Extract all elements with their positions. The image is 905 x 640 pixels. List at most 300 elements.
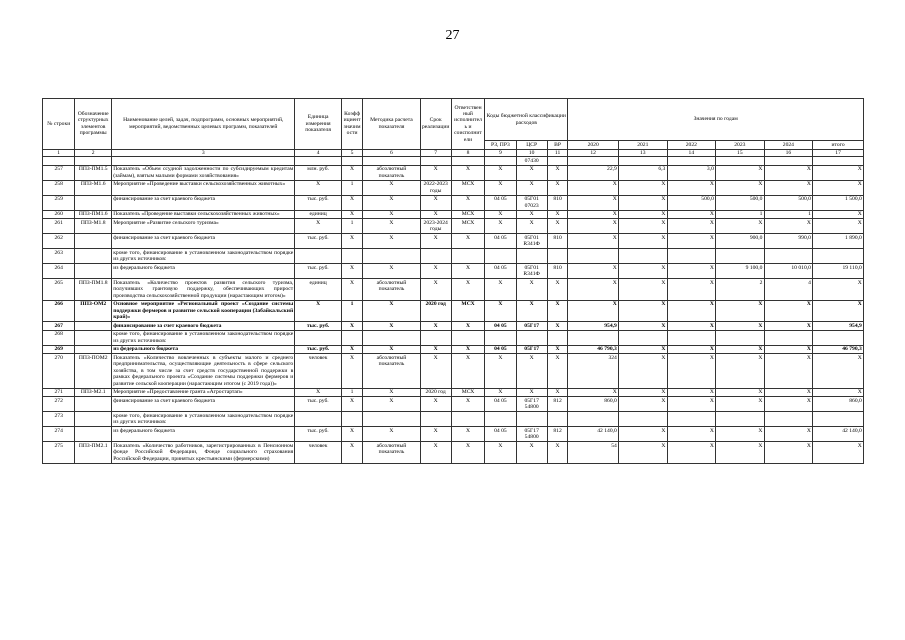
cell-name: финансирование за счет краевого бюджета [112,195,295,210]
cell-2023 [716,330,765,345]
cell-2021 [619,330,668,345]
cell-designation [75,249,112,264]
cell-vr: 810 [547,195,568,210]
cell-2021: X [619,264,668,279]
cell-designation: ППЗ-ПМ1.5 [75,165,112,180]
cell-2021: X [619,397,668,412]
cell-name: Показатель «Количество работников, зарегистрированных в Пенсионном фонде Российской Федерации, Фонде социального страхования Российской Федерации, принятых крестьянскими (фермерскими) [113,442,294,462]
cell-csr: X [516,442,547,463]
cell-coef [341,412,363,427]
cell-executor [451,412,484,427]
cell-total [813,412,864,427]
cell-2020: 860,0 [568,397,619,412]
cell-executor: X [451,345,484,354]
cell-name: из федерального бюджета [112,427,295,442]
cell-2022: X [667,354,716,388]
cell-2024: X [764,427,813,442]
cell-2022: X [667,322,716,331]
cell-2024: X [764,388,813,397]
cell-coef: X [341,345,363,354]
cell-coef: X [341,442,363,463]
cell-rz-pr [485,412,516,427]
cell-method: абсолютный показатель [363,442,420,463]
cell-2022: X [667,442,716,463]
header-coef: Коэффициент значимости [341,99,363,150]
cell-unit: единиц [295,279,341,300]
cell-2024: X [764,219,813,234]
cell-unit: X [295,219,341,234]
cell-vr: X [547,165,568,180]
cell-term: X [420,210,451,219]
cell-unit: единиц [295,210,341,219]
cell-2024: 10 010,0 [764,264,813,279]
column-number: 5 [341,149,363,156]
column-number: 8 [451,149,484,156]
cell-designation: ППЗ-М1.8 [75,219,112,234]
cell-term [420,157,451,166]
cell-csr: 05Г01 R341Ф [516,234,547,249]
cell-name: финансирование за счет краевого бюджета [112,322,295,331]
cell-vr: X [547,279,568,300]
cell-2020: 324 [568,354,619,388]
column-number: 1 [43,149,75,156]
table-row [43,388,864,397]
cell-method: X [363,210,420,219]
cell-total: 1 890,0 [813,234,864,249]
cell-2020: X [568,234,619,249]
cell-designation: ППЗ-ОМ2 [75,300,112,321]
header-term: Срок реализации [420,99,451,150]
cell-term: X [420,322,451,331]
cell-vr: X [547,354,568,388]
cell-coef: 1 [341,219,363,234]
cell-executor: МСХ [451,210,484,219]
cell-coef: X [341,354,363,388]
cell-rz-pr: 04 05 [485,397,516,412]
cell-method: абсолютный показатель [363,354,420,388]
cell-2023: 1 [716,210,765,219]
cell-executor: X [451,234,484,249]
cell-csr: X [516,210,547,219]
column-number: 11 [547,149,568,156]
cell-name: финансирование за счет краевого бюджета [112,234,295,249]
cell-2022: X [667,210,716,219]
cell-2022: X [667,300,716,321]
cell-csr: X [516,165,547,180]
cell-vr [547,249,568,264]
cell-2021: X [619,354,668,388]
cell-method: X [363,322,420,331]
cell-row-no: 258 [43,180,75,195]
cell-2023 [716,412,765,427]
cell-designation: ППЗ-ПОМ2 [75,354,112,388]
cell-2022 [667,249,716,264]
cell-2020: 42 140,0 [568,427,619,442]
cell-total: 1 500,0 [813,195,864,210]
cell-2022: X [667,264,716,279]
cell-method: X [363,180,420,195]
table-row [43,322,864,331]
cell-2021: X [619,234,668,249]
cell-rz-pr: X [485,210,516,219]
cell-vr: X [547,345,568,354]
cell-row-no: 271 [43,388,75,397]
cell-coef: X [341,234,363,249]
cell-method: X [363,264,420,279]
cell-2023: X [716,397,765,412]
cell-name: кроме того, финансирование в установленном законодательством порядке из других источников: [113,249,294,263]
cell-2023: X [716,165,765,180]
table-row [43,279,864,300]
column-number-row [43,149,864,156]
cell-unit: человек [295,354,341,388]
cell-2024 [764,249,813,264]
cell-designation [75,330,112,345]
cell-method: абсолютный показатель [363,165,420,180]
cell-unit: X [295,180,341,195]
cell-2020: X [568,264,619,279]
cell-2021 [619,157,668,166]
cell-csr: X [516,354,547,388]
cell-name: Показатель «Количество проектов развития сельского туризма, получивших грантовую поддержку, обеспечивающих прирост производства сельскохозяйственной продукции (нарастающим итогом)» [113,279,294,299]
cell-executor: МСХ [451,180,484,195]
cell-method [363,249,420,264]
column-number: 16 [764,149,813,156]
cell-term: X [420,165,451,180]
cell-rz-pr: X [485,388,516,397]
program-table [42,98,864,464]
cell-2021: X [619,388,668,397]
cell-2021: X [619,180,668,195]
cell-total [813,330,864,345]
cell-2021: X [619,279,668,300]
cell-unit: тыс. руб. [295,427,341,442]
cell-unit: человек [295,442,341,463]
cell-row-no: 270 [43,354,75,388]
cell-2022 [667,412,716,427]
cell-2024: X [764,397,813,412]
cell-csr: X [516,388,547,397]
cell-name: Показатель «Проведение выставки сельскохозяйственных животных» [112,210,295,219]
cell-2020 [568,330,619,345]
cell-unit: тыс. руб. [295,234,341,249]
cell-csr: X [516,300,547,321]
cell-coef: X [341,264,363,279]
column-number: 13 [619,149,668,156]
cell-name: кроме того, финансирование в установленном законодательством порядке из других источников: [113,331,294,344]
table-row [43,157,864,166]
cell-row-no: 261 [43,219,75,234]
cell-2022: X [667,234,716,249]
cell-2024 [764,330,813,345]
cell-csr: 05Г17 [516,322,547,331]
column-number: 15 [716,149,765,156]
cell-unit: X [295,300,341,321]
cell-2023: X [716,180,765,195]
cell-csr: X [516,219,547,234]
cell-2020: 954,9 [568,322,619,331]
cell-unit: млн. руб. [295,165,341,180]
cell-csr: 05Г17 54800 [516,397,547,412]
cell-executor: X [451,442,484,463]
cell-designation [75,322,112,331]
table-row [43,180,864,195]
cell-executor [451,157,484,166]
cell-2022: 500,0 [667,195,716,210]
cell-2020: X [568,195,619,210]
cell-2023 [716,249,765,264]
cell-2021 [619,412,668,427]
cell-row-no: 275 [43,442,75,463]
cell-total: X [813,210,864,219]
header-row-1 [43,99,864,141]
cell-executor [451,330,484,345]
cell-2023: 9 100,0 [716,264,765,279]
header-designation: Обозначение структурных элементов программы [75,99,112,150]
cell-total: X [813,442,864,463]
cell-rz-pr: 04 05 [485,195,516,210]
cell-vr: X [547,210,568,219]
cell-executor: X [451,322,484,331]
cell-designation: ППЗ-ПМ1.6 [75,210,112,219]
cell-vr: X [547,300,568,321]
cell-method: X [363,345,420,354]
cell-unit [295,330,341,345]
cell-2023: X [716,354,765,388]
cell-2020: 22,9 [568,165,619,180]
cell-row-no: 274 [43,427,75,442]
cell-term: X [420,442,451,463]
cell-method: X [363,388,420,397]
cell-name: финансирование за счет краевого бюджета [112,397,295,412]
cell-2020 [568,157,619,166]
cell-row-no: 268 [43,330,75,345]
cell-2024: X [764,322,813,331]
cell-unit [295,412,341,427]
cell-executor: X [451,397,484,412]
header-total: итого [813,141,864,150]
cell-csr: 05Г01 R341Ф [516,264,547,279]
cell-2022: X [667,219,716,234]
cell-method [363,157,420,166]
cell-executor: МСХ [451,388,484,397]
cell-coef [341,249,363,264]
cell-unit: тыс. руб. [295,195,341,210]
cell-2020 [568,412,619,427]
cell-row-no: 264 [43,264,75,279]
cell-name: Показатель «Количество вовлеченных в субъекты малого и среднего предпринимательства, осуществляющие деятельность в сфере сельского хозяйства, в том числе за счет средств государственной поддержки в рамках федерального проекта «Создание системы поддержки фермеров и развитие сельской кооперации (нарастающим итогом (с 2019 года))» [113,354,294,387]
cell-2020 [568,249,619,264]
cell-rz-pr [485,330,516,345]
cell-2024: X [764,165,813,180]
cell-rz-pr: X [485,180,516,195]
table-row [43,427,864,442]
cell-vr: 810 [547,264,568,279]
cell-name: Основное мероприятие «Региональный проект «Создание системы поддержки фермеров и развитие сельской кооперации (Забайкальский край)» [113,301,294,321]
cell-csr: X [516,279,547,300]
cell-coef: X [341,427,363,442]
column-number: 17 [813,149,864,156]
header-year: 2021 [619,141,668,150]
header-executor: Ответственный исполнитель и соисполнители [451,99,484,150]
column-number: 12 [568,149,619,156]
cell-designation [75,427,112,442]
cell-2024: 1 [764,210,813,219]
cell-coef: 1 [341,300,363,321]
cell-designation [75,397,112,412]
table-row [43,210,864,219]
cell-executor: X [451,195,484,210]
cell-row-no: 263 [43,249,75,264]
cell-method: X [363,300,420,321]
cell-designation [75,234,112,249]
cell-2020: 54 [568,442,619,463]
cell-coef: X [341,195,363,210]
column-number: 7 [420,149,451,156]
cell-rz-pr: 04 05 [485,427,516,442]
cell-2024 [764,412,813,427]
cell-vr [547,330,568,345]
cell-coef [341,330,363,345]
header-year: 2022 [667,141,716,150]
cell-unit [295,157,341,166]
cell-rz-pr [485,157,516,166]
cell-coef [341,157,363,166]
cell-term: X [420,427,451,442]
cell-csr [516,412,547,427]
cell-2023: X [716,219,765,234]
cell-total: 19 110,0 [813,264,864,279]
cell-name: Мероприятие «Развитие сельского туризма» [112,219,295,234]
cell-2023: 900,0 [716,234,765,249]
cell-term: 2020 год [420,388,451,397]
cell-executor: X [451,354,484,388]
cell-coef: X [341,279,363,300]
cell-2020: X [568,388,619,397]
header-year: 2023 [716,141,765,150]
column-number: 3 [112,149,295,156]
cell-2020: 46 790,3 [568,345,619,354]
cell-unit: X [295,388,341,397]
cell-total: X [813,180,864,195]
column-number: 4 [295,149,341,156]
cell-method: X [363,427,420,442]
cell-coef: 1 [341,388,363,397]
cell-2024: X [764,442,813,463]
cell-method [363,412,420,427]
cell-designation [75,412,112,427]
cell-designation [75,345,112,354]
cell-name: кроме того, финансирование в установленном законодательством порядке из других источников: [113,412,294,426]
cell-vr: X [547,219,568,234]
cell-2023: 2 [716,279,765,300]
cell-total: X [813,354,864,388]
cell-2022: X [667,397,716,412]
cell-2021: X [619,345,668,354]
cell-coef: 1 [341,180,363,195]
table-row [43,300,864,321]
cell-csr [516,249,547,264]
column-number: 2 [75,149,112,156]
cell-method: X [363,219,420,234]
cell-row-no: 257 [43,165,75,180]
cell-coef: X [341,322,363,331]
cell-unit: тыс. руб. [295,322,341,331]
cell-2021: 6,3 [619,165,668,180]
table-row [43,264,864,279]
cell-2022: X [667,180,716,195]
cell-method [363,330,420,345]
cell-row-no: 259 [43,195,75,210]
table-row [43,354,864,388]
cell-designation: ППЗ-М1.6 [75,180,112,195]
cell-total: X [813,279,864,300]
header-year: 2020 [568,141,619,150]
cell-2020: X [568,180,619,195]
cell-2022 [667,330,716,345]
cell-term [420,249,451,264]
cell-2022: X [667,388,716,397]
cell-2024: X [764,300,813,321]
header-rz-pr: РЗ, ПР3 [485,141,516,150]
cell-2024: X [764,345,813,354]
cell-method: X [363,234,420,249]
column-number: 14 [667,149,716,156]
header-vr: ВР [547,141,568,150]
table-body [43,157,864,463]
cell-row-no: 260 [43,210,75,219]
cell-name: Мероприятие «Проведение выставки сельскохозяйственных животных» [112,180,295,195]
cell-method: абсолютный показатель [363,279,420,300]
cell-2023: X [716,345,765,354]
cell-unit: тыс. руб. [295,264,341,279]
cell-vr: 812 [547,427,568,442]
cell-total: 46 790,3 [813,345,864,354]
cell-unit [295,249,341,264]
cell-2021: X [619,427,668,442]
cell-term [420,330,451,345]
cell-2021: X [619,322,668,331]
cell-csr: 05Г17 54800 [516,427,547,442]
cell-2021: X [619,442,668,463]
cell-rz-pr: 04 05 [485,234,516,249]
cell-row-no: 262 [43,234,75,249]
cell-2024 [764,157,813,166]
cell-coef: X [341,210,363,219]
cell-name: из федерального бюджета [112,264,295,279]
cell-row-no: 267 [43,322,75,331]
cell-2020: X [568,219,619,234]
cell-2020: X [568,300,619,321]
column-number: 10 [516,149,547,156]
header-row-no: № строки [43,99,75,150]
cell-row-no: 266 [43,300,75,321]
cell-2024: 990,0 [764,234,813,249]
cell-total [813,157,864,166]
cell-total: X [813,300,864,321]
cell-2024: 4 [764,279,813,300]
cell-2022: 3,0 [667,165,716,180]
cell-2022: X [667,345,716,354]
cell-executor: X [451,264,484,279]
header-budget-codes: Коды бюджетной классификации расходов [485,99,568,141]
header-values-by-year: Значения по годам [568,99,864,141]
cell-total: 954,9 [813,322,864,331]
table-row [43,219,864,234]
column-number: 6 [363,149,420,156]
cell-term: X [420,234,451,249]
cell-coef: X [341,165,363,180]
